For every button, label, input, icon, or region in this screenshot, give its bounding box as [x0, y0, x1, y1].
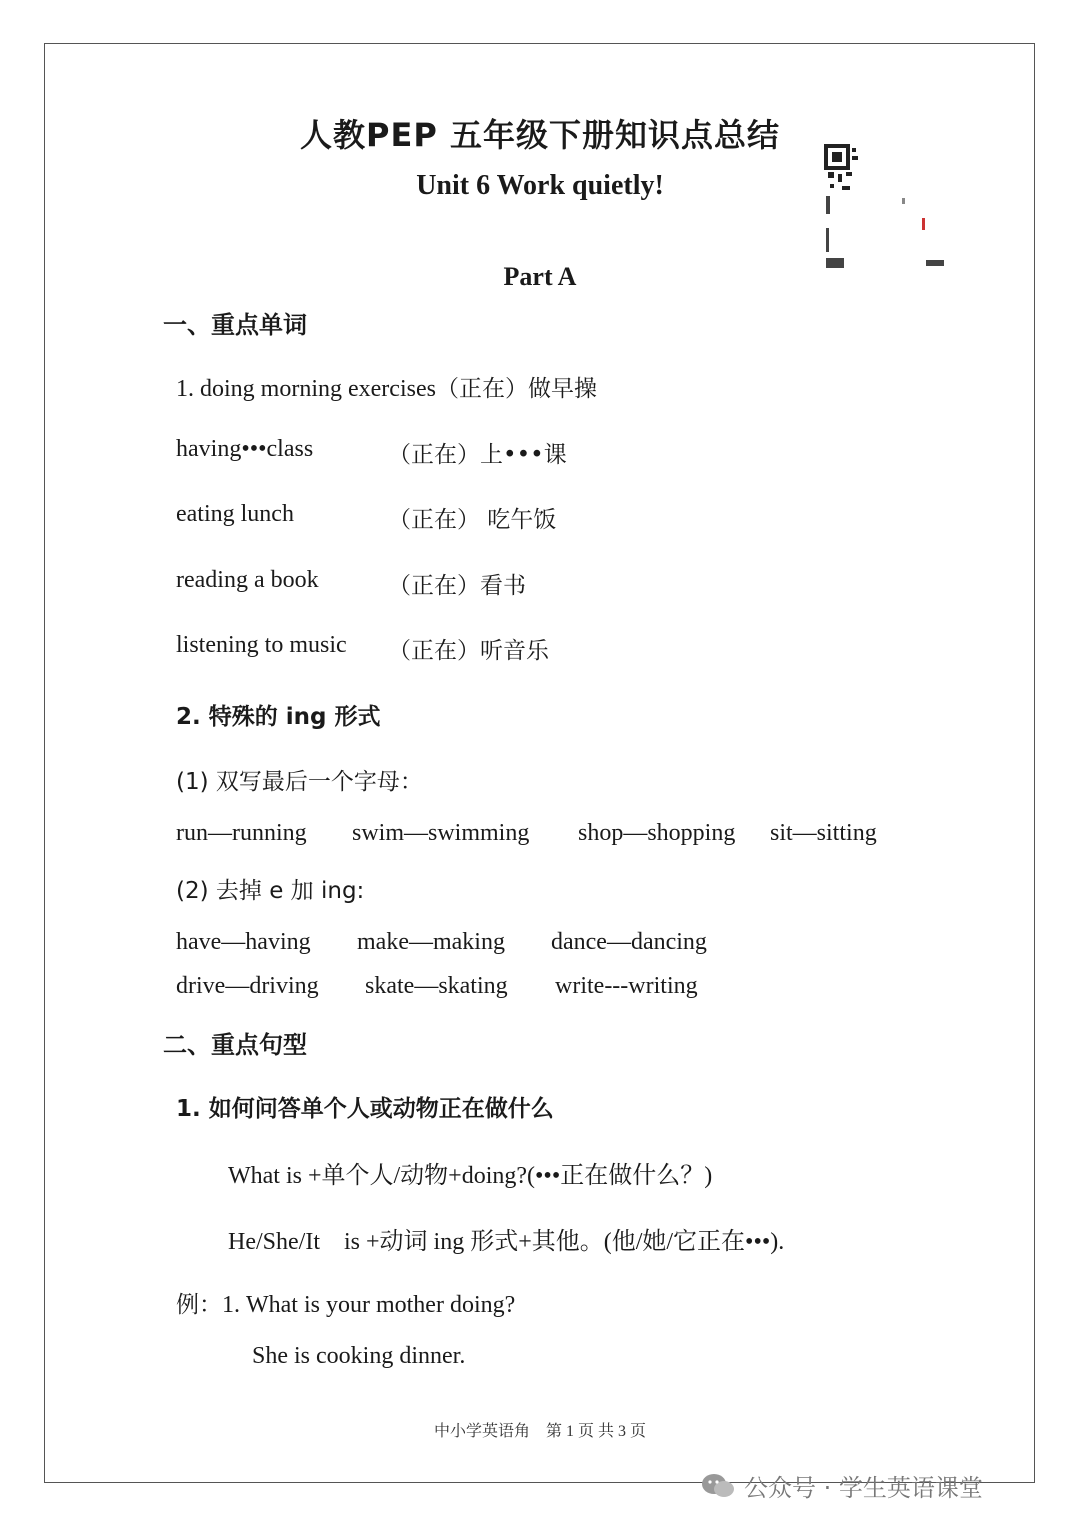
ing-example: make—making	[357, 929, 505, 955]
qr-code-icon	[822, 142, 946, 274]
rule-double-last-letter: (1) 双写最后一个字母：	[176, 769, 423, 795]
subheading-ask-answer: 1. 如何问答单个人或动物正在做什么	[176, 1096, 554, 1122]
vocab-chinese: （正在） 吃午饭	[388, 507, 557, 533]
ing-example: have—having	[176, 929, 311, 955]
vocab-chinese: （正在）上•••课	[388, 442, 567, 468]
ing-example: skate—skating	[365, 973, 508, 999]
ing-example: shop—shopping	[578, 820, 736, 846]
example-label: 例：	[176, 1292, 222, 1318]
ing-example: drive—driving	[176, 973, 319, 999]
vocab-chinese: （正在）看书	[388, 573, 526, 599]
rule-drop-e: (2) 去掉 e 加 ing:	[176, 878, 365, 904]
vocab-row	[176, 370, 597, 403]
subheading-special-ing: 2. 特殊的 ing 形式	[176, 704, 381, 730]
wechat-icon	[700, 1472, 736, 1500]
unit-subtitle: Unit 6 Work quietly!	[416, 170, 664, 201]
document-title: 人教PEP 五年级下册知识点总结	[300, 116, 780, 154]
section-heading-key-words: 一、重点单词	[163, 311, 307, 339]
ing-example: dance—dancing	[551, 929, 707, 955]
ing-example: sit—sitting	[770, 820, 877, 846]
sentence-pattern-question: What is +单个人/动物+doing?(•••正在做什么？)	[228, 1163, 713, 1189]
ing-example: run—running	[176, 820, 307, 846]
sentence-pattern-answer: He/She/It is +动词 ing 形式+其他。(他/她/它正在•••).	[228, 1229, 785, 1255]
watermark	[700, 1468, 983, 1503]
vocab-english: reading a book	[176, 567, 319, 593]
example-answer: She is cooking dinner.	[252, 1343, 466, 1369]
vocab-chinese: （正在）听音乐	[388, 638, 549, 664]
example-question: 1. What is your mother doing?	[222, 1292, 516, 1318]
ing-example: write---writing	[555, 973, 698, 999]
vocab-english: listening to music	[176, 632, 347, 658]
section-heading-key-sentences: 二、重点句型	[163, 1031, 307, 1059]
vocab-english: eating lunch	[176, 501, 294, 527]
watermark-text: 公众号 · 学生英语课堂	[744, 1474, 983, 1502]
example-block	[176, 1286, 515, 1319]
ing-example: swim—swimming	[352, 820, 530, 846]
page-footer: 中小学英语角 第 1 页 共 3 页	[433, 1423, 646, 1440]
part-heading: Part A	[503, 262, 577, 291]
vocab-chinese: （正在）做早操	[435, 376, 597, 402]
vocab-english: having•••class	[176, 436, 314, 462]
vocab-english: 1. doing morning exercises	[176, 376, 436, 402]
